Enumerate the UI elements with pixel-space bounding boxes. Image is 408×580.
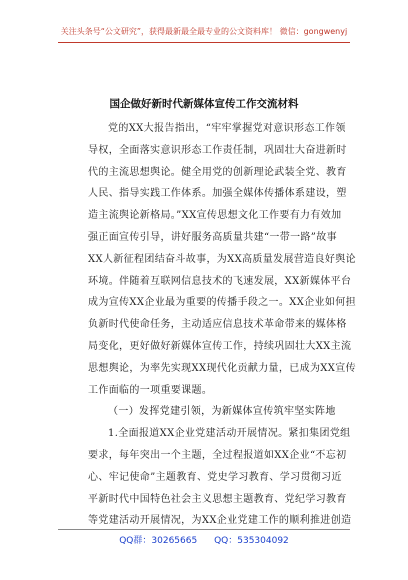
qq-group-link[interactable]: QQ群：30265665 (119, 536, 198, 546)
body-line: 代的主流思想舆论。健全用党的创新理论武装全党、教育 (88, 166, 347, 178)
body-line: 局变化，更好做好新媒体宣传工作，持续巩固壮大XX主流 (88, 340, 352, 352)
footer-divider (58, 529, 350, 530)
body-line: 造主流舆论新格局。”XX宣传思想文化工作要有力有效加 (88, 210, 342, 222)
body-line: 环境。伴随着互联网信息技术的飞速发展，XX新媒体平台 (88, 275, 352, 287)
qq-contact-link[interactable]: QQ：535304092 (214, 536, 289, 546)
body-line: 人民、指导实践工作体系。加强全媒体传播体系建设，塑 (88, 188, 347, 200)
body-line: 党的XX大报告指出，“牢牢掌握党对意识形态工作领 (108, 123, 346, 134)
body-line: 强正面宣传引导，讲好服务高质量共建“一带一路”故事 (88, 231, 337, 243)
section-heading: （一）发挥党建引领，为新媒体宣传筑牢坚实阵地 (108, 406, 336, 418)
body-line: XX人新征程团结奋斗故事，为XX高质量发展营造良好舆论 (88, 253, 356, 265)
body-line: 要求，每年突出一个主题，全过程报道如XX企业“不忘初 (88, 449, 347, 461)
body-line: 平新时代中国特色社会主义思想主题教育、党纪学习教育 (88, 493, 347, 505)
body-line: 1.全面报道XX企业党建活动开展情况。紧扣集团党组 (108, 428, 351, 440)
body-line: 工作面临的一项重要课题。 (88, 384, 213, 396)
body-line: 思想舆论，为率先实现XX现代化贡献力量，已成为XX宣传 (88, 362, 356, 374)
page-header: 关注头条号“公文研究”，获得最新最全最专业的公文资料库！ 微信：gongwenyj (60, 27, 348, 36)
body-line: 负新时代使命任务，主动适应信息技术革命带来的媒体格 (88, 319, 347, 331)
document-title: 国企做好新时代新媒体宣传工作交流材料 (109, 98, 299, 110)
header-divider (58, 42, 350, 43)
body-line: 成为宣传XX企业最为重要的传播手段之一。XX企业如何担 (88, 297, 356, 309)
body-line: 等党建活动开展情况，为XX企业党建工作的顺利推进创造 (88, 515, 352, 527)
document-body (88, 118, 356, 532)
body-line: 导权，全面落实意识形态工作责任制，巩固壮大奋进新时 (88, 144, 347, 156)
body-line: 心、牢记使命”主题教育、党史学习教育、学习贯彻习近 (88, 471, 342, 483)
page-footer (0, 533, 408, 546)
